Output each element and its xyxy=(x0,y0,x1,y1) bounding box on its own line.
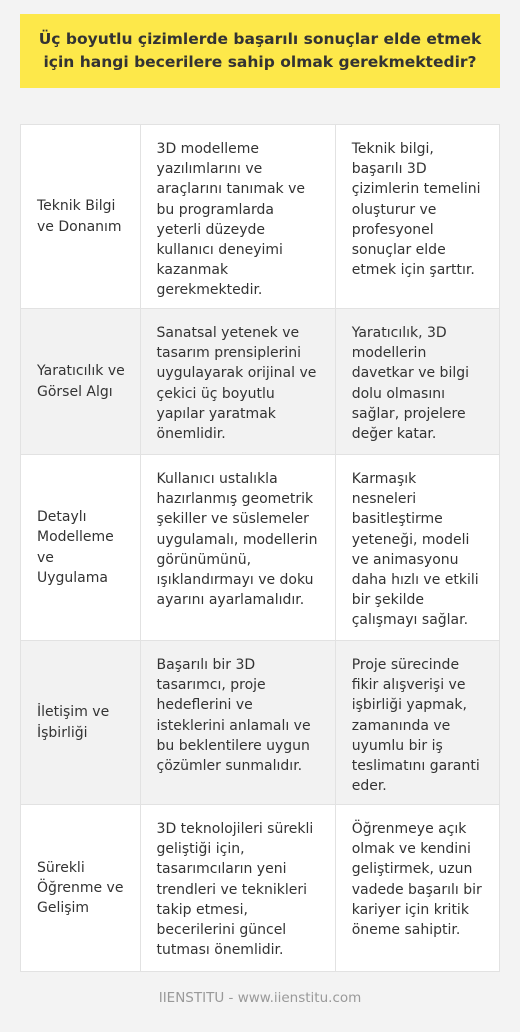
description-cell: 3D teknolojileri sürekli geliştiği için, tasarımcıların yeni trendleri ve teknikleri takip etmesi, becerilerini güncel tutması önemlidir. xyxy=(141,805,336,971)
table-row xyxy=(21,125,499,309)
table-row xyxy=(21,805,499,971)
description-cell: Sanatsal yetenek ve tasarım prensiplerini uygulayarak orijinal ve çekici üç boyutlu yapılar yaratmak önemlidir. xyxy=(141,309,336,454)
skill-cell: Detaylı Modelleme ve Uygulama xyxy=(21,455,141,640)
skills-table xyxy=(20,124,500,972)
skill-cell: Sürekli Öğrenme ve Gelişim xyxy=(21,805,141,971)
table-row xyxy=(21,309,499,455)
table-row xyxy=(21,455,499,641)
skill-cell: Yaratıcılık ve Görsel Algı xyxy=(21,309,141,454)
skill-cell: Teknik Bilgi ve Donanım xyxy=(21,125,141,308)
table-row xyxy=(21,641,499,805)
description-cell: Kullanıcı ustalıkla hazırlanmış geometrik şekiller ve süslemeler uygulamalı, modellerin görünümünü, ışıklandırmayı ve doku ayarını ayarlamalıdır. xyxy=(141,455,336,640)
importance-cell: Yaratıcılık, 3D modellerin davetkar ve bilgi dolu olmasını sağlar, projelere değer katar. xyxy=(351,325,469,443)
importance-cell: Teknik bilgi, başarılı 3D çizimlerin temelini oluşturur ve profesyonel sonuçlar elde etmek için şarttır. xyxy=(351,141,481,279)
footer-credit: IIENSTITU - www.iienstitu.com xyxy=(158,990,362,1006)
skill-cell: İletişim ve İşbirliği xyxy=(21,641,141,804)
description-cell: Başarılı bir 3D tasarımcı, proje hedeflerini ve isteklerini anlamalı ve bu beklentilere uygun çözümler sunmalıdır. xyxy=(141,641,336,804)
importance-cell: Öğrenmeye açık olmak ve kendini geliştirmek, uzun vadede başarılı bir kariyer için kritik öneme sahiptir. xyxy=(351,821,482,939)
title-banner xyxy=(20,14,500,88)
page-title: Üç boyutlu çizimlerde başarılı sonuçlar elde etmek için hangi becerilere sahip olmak gerekmektedir? xyxy=(38,30,482,71)
importance-cell: Karmaşık nesneleri basitleştirme yeteneği, modeli ve animasyonu daha hızlı ve etkili bir şekilde çalışmayı sağlar. xyxy=(351,471,479,629)
importance-cell: Proje sürecinde fikir alışverişi ve işbirliği yapmak, zamanında ve uyumlu bir iş teslimatını garanti eder. xyxy=(351,657,480,795)
description-cell: 3D modelleme yazılımlarını ve araçlarını tanımak ve bu programlarda yeterli düzeyde kullanıcı deneyimi kazanmak gerekmektedir. xyxy=(141,125,336,308)
